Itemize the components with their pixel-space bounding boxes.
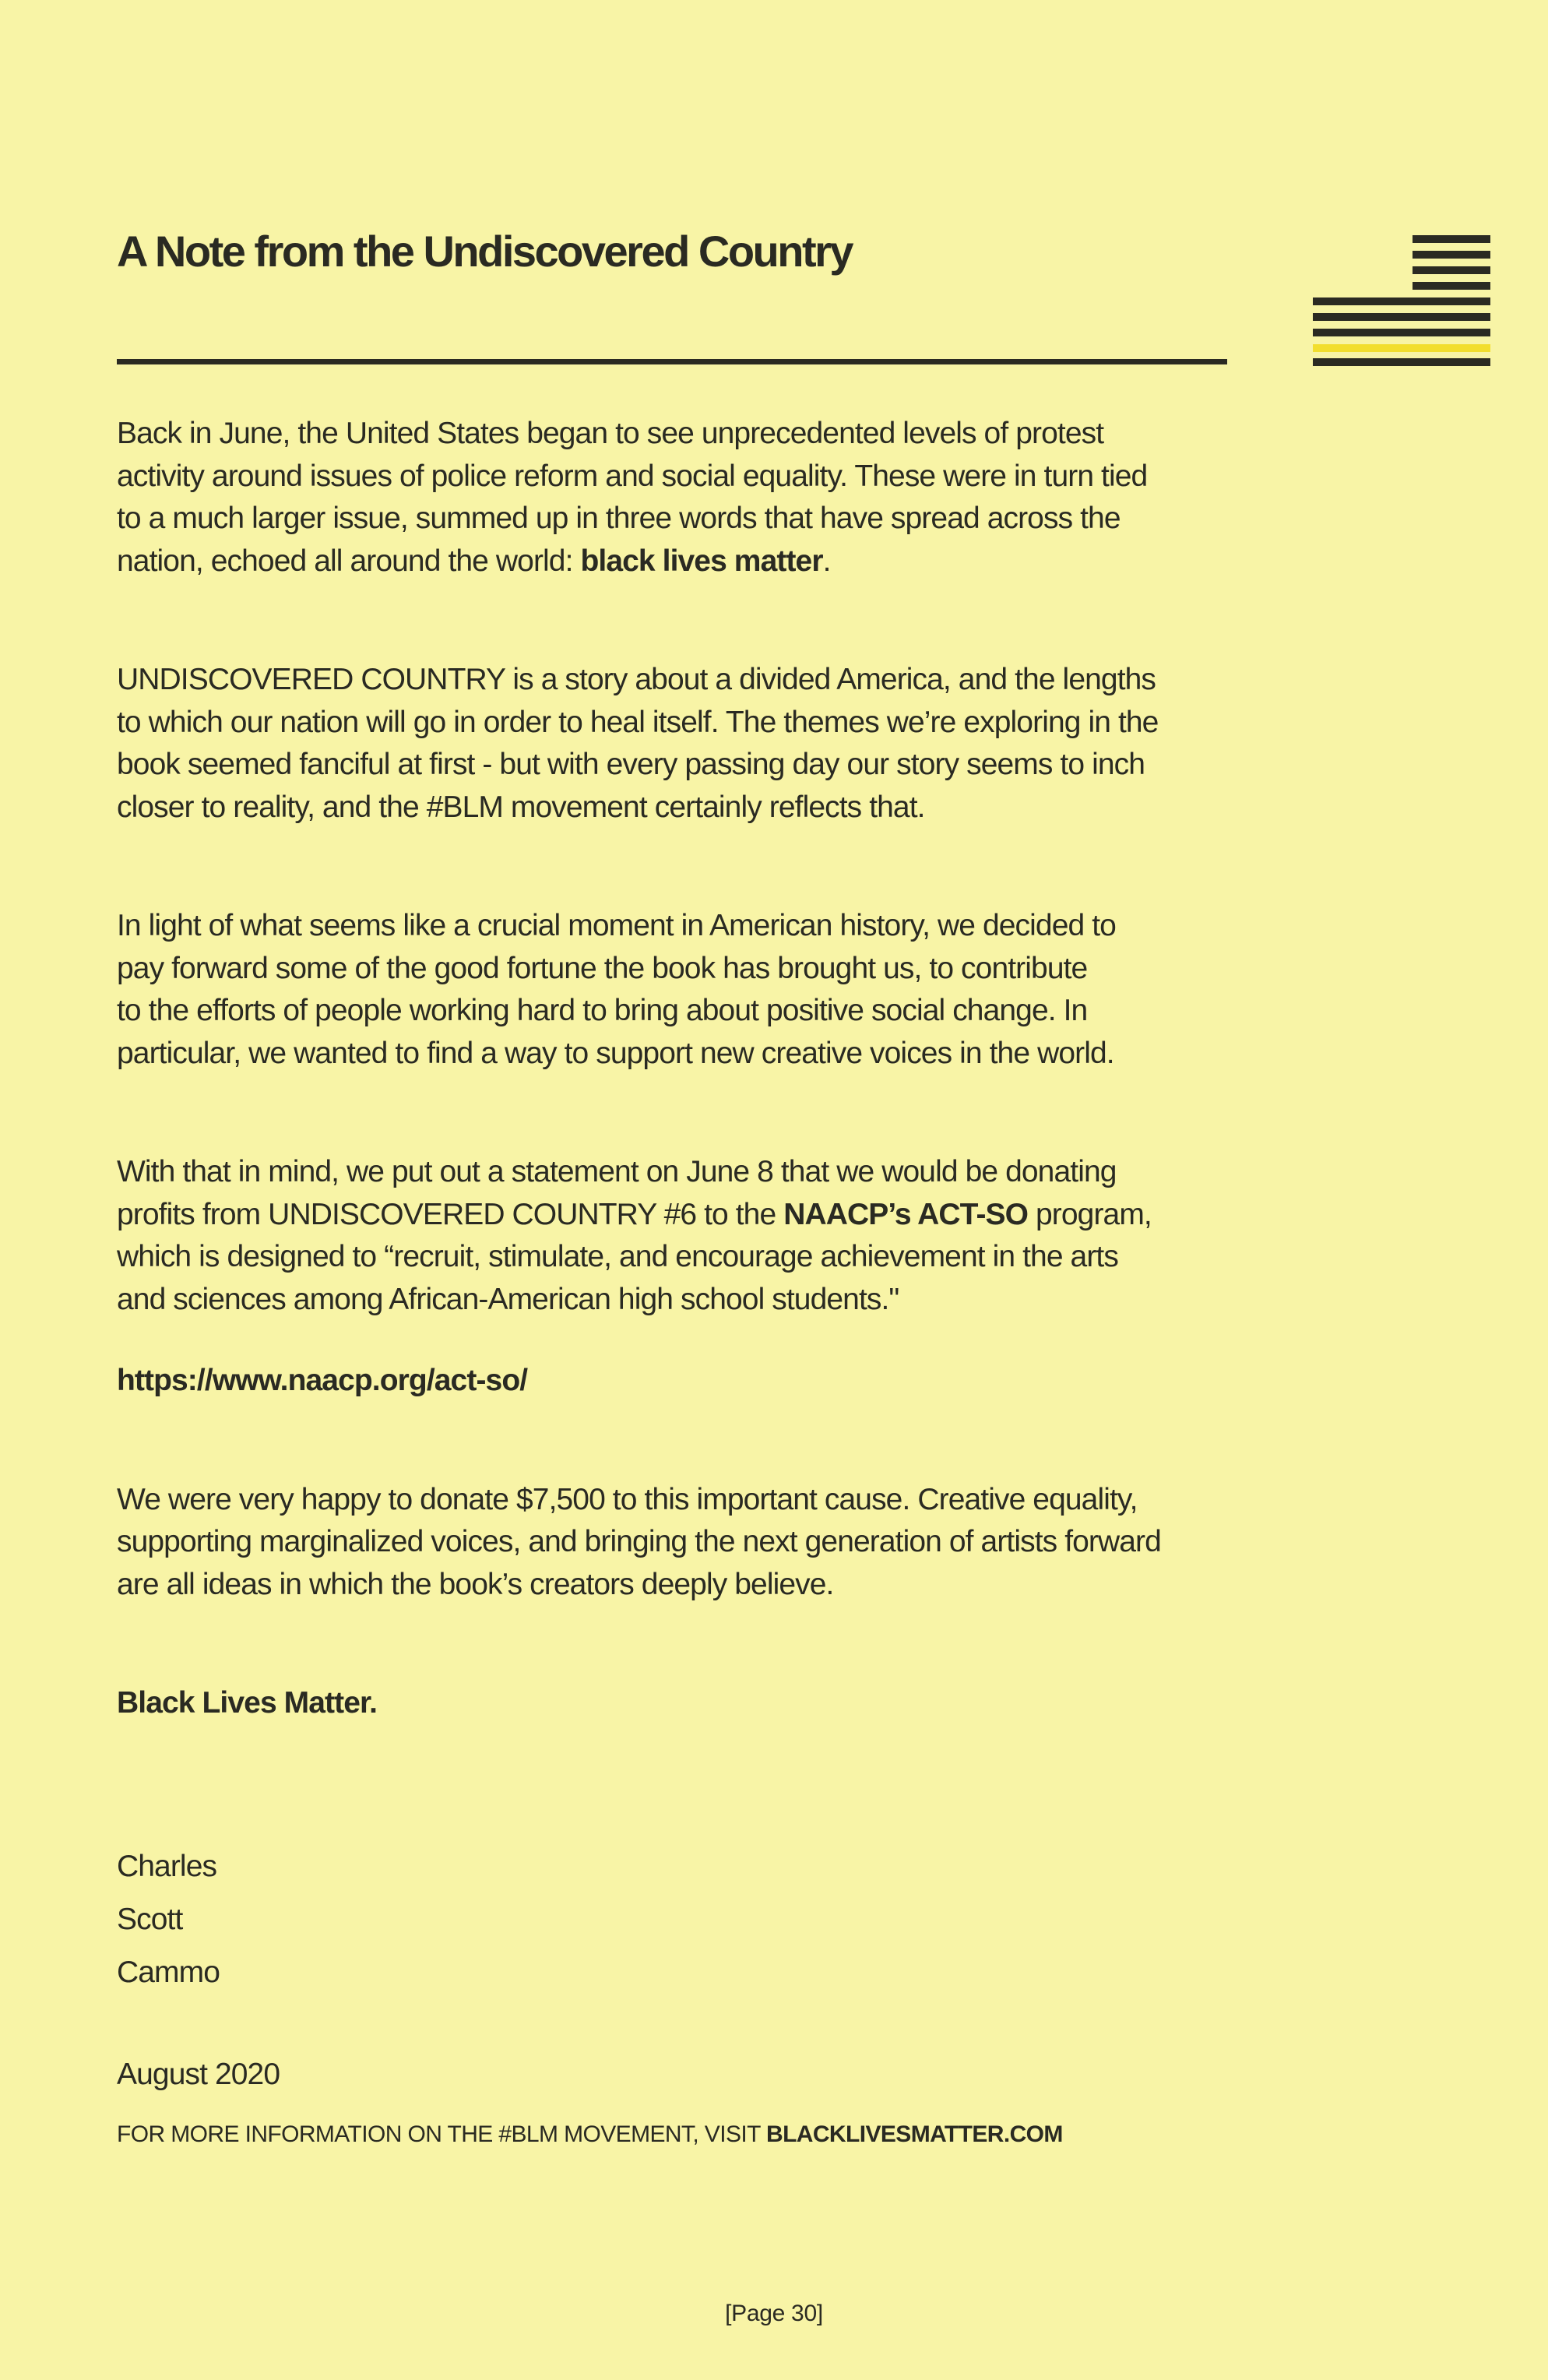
letter-body (117, 413, 1238, 2096)
flag-stripe (1313, 329, 1490, 336)
emphasis-black-lives-matter: black lives matter (580, 544, 823, 578)
naacp-url-link[interactable]: https://www.naacp.org/act-so/ (117, 1364, 528, 1397)
text-line: We were very happy to donate $7,500 to this important cause. Creative equality, (117, 1482, 1138, 1516)
emphasis-naacp-act-so: NAACP’s ACT-SO (783, 1197, 1029, 1231)
text-line: to the efforts of people working hard to bring about positive social change. In (117, 994, 1088, 1027)
flag-stripe (1313, 313, 1490, 321)
text-line: are all ideas in which the book’s creators deeply believe. (117, 1567, 834, 1601)
text-fragment: program, (1028, 1197, 1152, 1231)
text-fragment: nation, echoed all around the world: (117, 544, 581, 578)
signature-name: Scott (117, 1902, 183, 1936)
footer-note (117, 2121, 1063, 2148)
signature-name: Cammo (117, 1955, 220, 1989)
signature-block (117, 1840, 1238, 1999)
text-line (117, 540, 1238, 583)
footer-link[interactable]: BLACKLIVESMATTER.COM (766, 2121, 1063, 2147)
footer-text: FOR MORE INFORMATION ON THE #BLM MOVEMENT, VISIT (117, 2121, 767, 2147)
text-line: closer to reality, and the #BLM movement certainly reflects that. (117, 790, 925, 824)
signature-name: Charles (117, 1849, 217, 1883)
flag-stripe (1413, 251, 1490, 259)
flag-stripe (1313, 298, 1490, 305)
text-line: UNDISCOVERED COUNTRY is a story about a divided America, and the lengths (117, 663, 1156, 696)
page-number: [Page 30] (725, 2301, 823, 2326)
flag-stripe (1313, 358, 1490, 366)
text-line: Back in June, the United States began to see unprecedented levels of protest (117, 417, 1104, 450)
letter-date: August 2020 (117, 2057, 280, 2091)
flag-stripe (1413, 282, 1490, 290)
period: . (822, 544, 831, 578)
text-line: book seemed fanciful at first - but with every passing day our story seems to inch (117, 748, 1145, 781)
flag-stripe (1413, 235, 1490, 243)
flag-stripe (1413, 266, 1490, 274)
paragraph-5 (117, 1479, 1238, 1607)
text-line: activity around issues of police reform and social equality. These were in turn tied (117, 459, 1148, 493)
page-title: A Note from the Undiscovered Country (117, 227, 853, 276)
paragraph-4 (117, 1151, 1238, 1321)
text-line: which is designed to “recruit, stimulate, and encourage achievement in the arts (117, 1240, 1118, 1273)
paragraph-1 (117, 413, 1238, 583)
text-line: In light of what seems like a crucial moment in American history, we decided to (117, 909, 1116, 942)
paragraph-3 (117, 905, 1238, 1075)
text-line (117, 1194, 1238, 1237)
paragraph-2 (117, 659, 1238, 829)
text-line: pay forward some of the good fortune the book has brought us, to contribute (117, 951, 1088, 985)
text-line: particular, we wanted to find a way to support new creative voices in the world. (117, 1036, 1114, 1070)
flag-stripes-icon (1313, 235, 1490, 366)
title-divider (117, 359, 1227, 364)
text-line: With that in mind, we put out a statement on June 8 that we would be donating (117, 1155, 1117, 1188)
text-line: supporting marginalized voices, and bringing the next generation of artists forward (117, 1525, 1161, 1558)
text-line: to which our nation will go in order to heal itself. The themes we’re exploring in the (117, 705, 1159, 739)
text-line: to a much larger issue, summed up in three words that have spread across the (117, 502, 1121, 535)
text-line: and sciences among African-American high school students." (117, 1282, 899, 1316)
closing-statement: Black Lives Matter. (117, 1686, 378, 1720)
text-fragment: profits from UNDISCOVERED COUNTRY #6 to the (117, 1197, 784, 1231)
flag-stripe-yellow (1313, 344, 1490, 352)
